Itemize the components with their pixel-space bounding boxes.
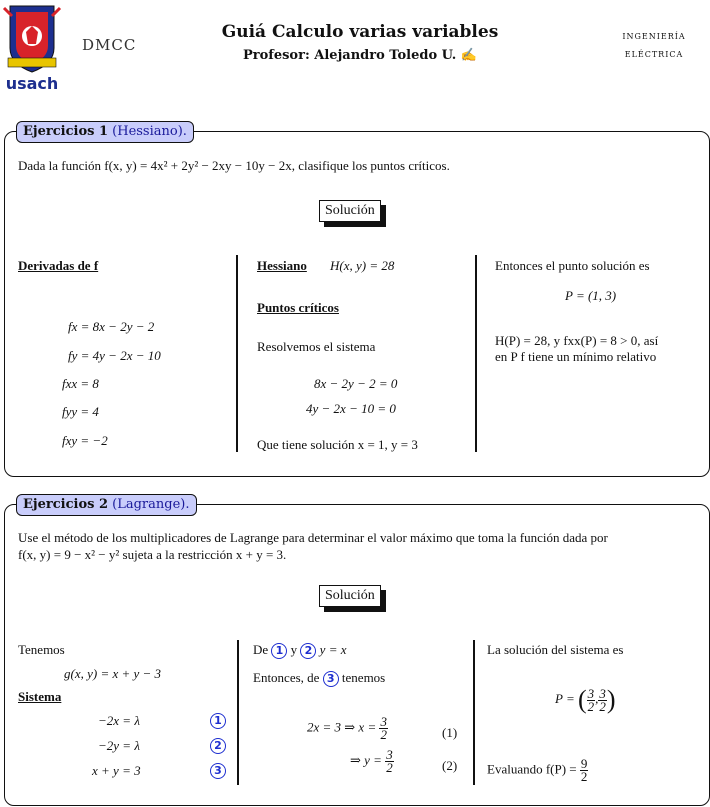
equation-tag-2: 2 [210, 737, 226, 754]
fy-equation: fy = 4y − 2x − 10 [68, 348, 161, 363]
exercise-1-solution-label: Solución [319, 200, 381, 222]
equation-tag-1: 1 [210, 712, 226, 729]
system-solution-intro: La solución del sistema es [487, 642, 624, 657]
exercise-2-badge [16, 494, 197, 516]
solution-point: P = (1, 3) [565, 288, 617, 303]
equation-tag-3: 3 [210, 762, 226, 779]
lagrange-eq-1: −2x = λ [98, 713, 140, 728]
column-divider [237, 640, 239, 785]
from-1-and-2: De 1 y 2 y = x [253, 642, 347, 657]
x-solution: 2x = 3 ⇒ x = $\frac{3}{2}$ [307, 714, 387, 742]
fyy-equation: fyy = 4 [62, 404, 99, 419]
lagrange-point: P = ( $\frac{3}{2}$ , $\frac{3}{2}$ ) [555, 685, 616, 714]
department-label: DMCC [82, 36, 137, 54]
exercise-2-statement-line-1: Use el método de los multiplicadores de Lagrange para determinar el valor máximo que toma la función dada por [18, 530, 608, 545]
column-divider [236, 255, 238, 452]
evaluation: Evaluando f(P) = $\frac{9}{2}$ [487, 756, 588, 784]
hessian-value: H(x, y) = 28 [330, 258, 395, 273]
column-divider [475, 255, 477, 452]
lagrange-eq-3: x + y = 3 [92, 763, 141, 778]
exercise-1-badge [16, 121, 194, 143]
usach-logo [2, 2, 62, 92]
logo-text: usach [5, 74, 59, 93]
exercise-2-topic: (Lagrange). [112, 497, 190, 512]
critical-points-heading: Puntos críticos [257, 300, 339, 315]
exercise-1-statement: Dada la función f(x, y) = 4x² + 2y² − 2xy − 10y − 2x, clasifique los puntos críticos. [18, 158, 450, 173]
fx-equation: fx = 8x − 2y − 2 [68, 319, 155, 334]
lagrange-eq-2: −2y = λ [98, 738, 140, 753]
exercise-1-topic: (Hessiano). [112, 124, 187, 139]
system-eq-1: 8x − 2y − 2 = 0 [314, 376, 398, 391]
exercise-1-label: Ejercicios 1 [23, 124, 109, 139]
hessian-heading: Hessiano [257, 258, 307, 273]
system-eq-2: 4y − 2x − 10 = 0 [306, 401, 396, 416]
school-line-2: ELÉCTRICA [624, 50, 684, 59]
teacher-name: Profesor: Alejandro Toledo U. ✍ [242, 48, 478, 63]
fxx-equation: fxx = 8 [62, 376, 99, 391]
system-heading: Sistema [18, 689, 62, 704]
solve-text: Resolvemos el sistema [257, 339, 376, 354]
y-solution: ⇒ y = $\frac{3}{2}$ [350, 747, 393, 775]
conclusion-line-2: en P f tiene un mínimo relativo [495, 349, 657, 364]
page-title: Guiá Calculo varias variables [221, 22, 499, 42]
exercise-2-statement-line-2: f(x, y) = 9 − x² − y² sujeta a la restricción x + y = 3. [18, 547, 287, 562]
system-result: Que tiene solución x = 1, y = 3 [257, 437, 418, 452]
exercise-2-solution-label: Solución [319, 585, 381, 607]
solution-point-intro: Entonces el punto solución es [495, 258, 650, 273]
exercise-2-label: Ejercicios 2 [23, 497, 109, 512]
column-divider [473, 640, 475, 785]
tenemos-text: Tenemos [18, 642, 65, 657]
derivatives-heading: Derivadas de f [18, 258, 99, 273]
fxy-equation: fxy = −2 [62, 433, 108, 448]
exercise-1-box [4, 131, 710, 477]
conclusion-line-1: H(P) = 28, y fxx(P) = 8 > 0, así [495, 333, 659, 348]
then-from-3: Entonces, de 3 tenemos [253, 670, 386, 685]
equation-number-2: (2) [442, 758, 458, 773]
equation-number-1: (1) [442, 725, 458, 740]
school-line-1: INGENIERÍA [622, 32, 686, 41]
g-function: g(x, y) = x + y − 3 [64, 666, 162, 681]
